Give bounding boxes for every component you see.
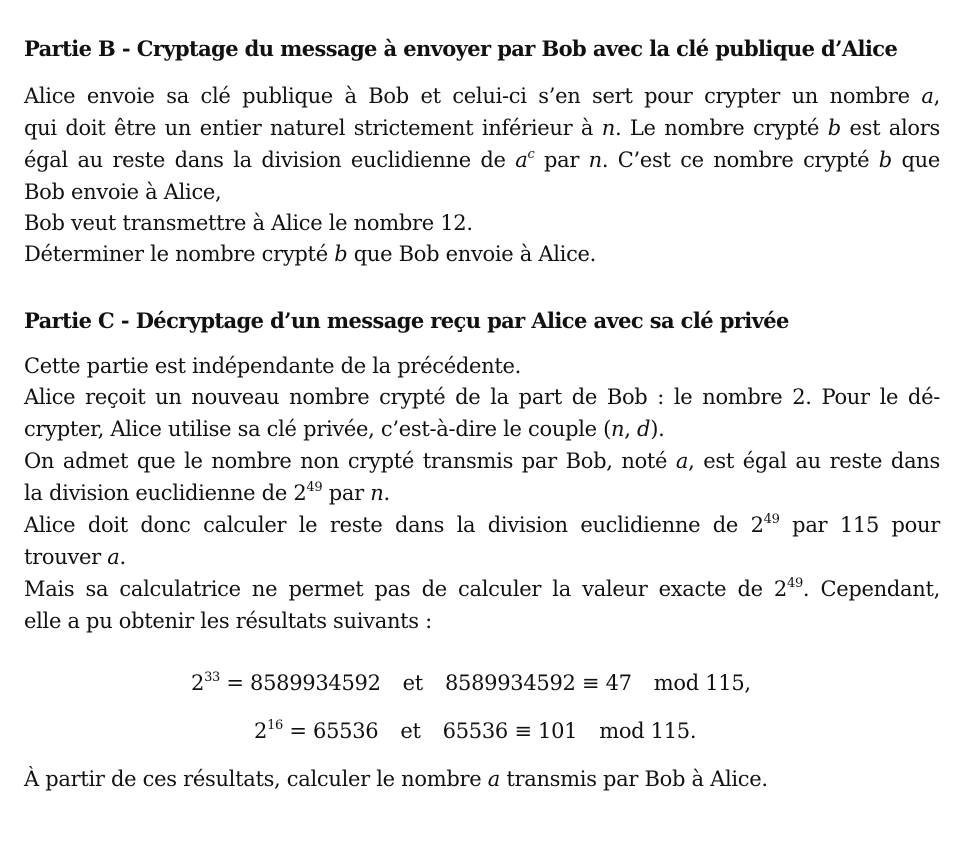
part-b-line-4: Bob envoie à Alice, (24, 180, 222, 204)
part-c-question: À partir de ces résultats, calculer le nombre a transmis par Bob à Alice. (24, 767, 768, 791)
part-b-line-5: Bob veut transmettre à Alice le nombre 12. (24, 211, 473, 235)
part-c-heading: Partie C - Décryptage d’un message reçu par Alice avec sa clé privée (24, 308, 789, 333)
part-c-line-7: trouver a. (24, 545, 126, 569)
part-b-heading: Partie B - Cryptage du message à envoyer par Bob avec la clé publique d’Alice (24, 36, 898, 61)
part-b-question: Déterminer le nombre crypté b que Bob envoie à Alice. (24, 242, 597, 266)
part-b-line-3: égal au reste dans la division euclidienne de $a^c$ par n. C’est ce nombre crypté b que (24, 147, 940, 172)
part-b-line-1: Alice envoie sa clé publique à Bob et celui-ci s’en sert pour crypter un nombre a, (24, 84, 940, 108)
part-b-line-2: qui doit être un entier naturel strictement inférieur à n. Le nombre crypté b est alors (24, 116, 940, 140)
part-c-line-2: Alice reçoit un nouveau nombre crypté de la part de Bob : le nombre 2. Pour le dé- (24, 385, 940, 409)
equation-2-pow-16: $2^{16} = 65536$ et 65536 ≡ 101 mod 115. (254, 718, 697, 743)
part-c-line-9: elle a pu obtenir les résultats suivants : (24, 609, 432, 633)
part-c-line-6: Alice doit donc calculer le reste dans la division euclidienne de $2^{49}$ par 115 pour (24, 512, 940, 537)
part-c-line-5: la division euclidienne de $2^{49}$ par n. (24, 480, 390, 505)
part-c-line-1: Cette partie est indépendante de la précédente. (24, 354, 521, 378)
part-c-line-4: On admet que le nombre non crypté transmis par Bob, noté a, est égal au reste dans (24, 449, 940, 473)
part-c-line-3: crypter, Alice utilise sa clé privée, c’est-à-dire le couple (n, d). (24, 417, 665, 441)
part-c-line-8: Mais sa calculatrice ne permet pas de calculer la valeur exacte de $2^{49}$. Cependant, (24, 576, 940, 601)
equation-2-pow-33: $2^{33} = 8589934592$ et 8589934592 ≡ 47 mod 115, (191, 670, 751, 695)
